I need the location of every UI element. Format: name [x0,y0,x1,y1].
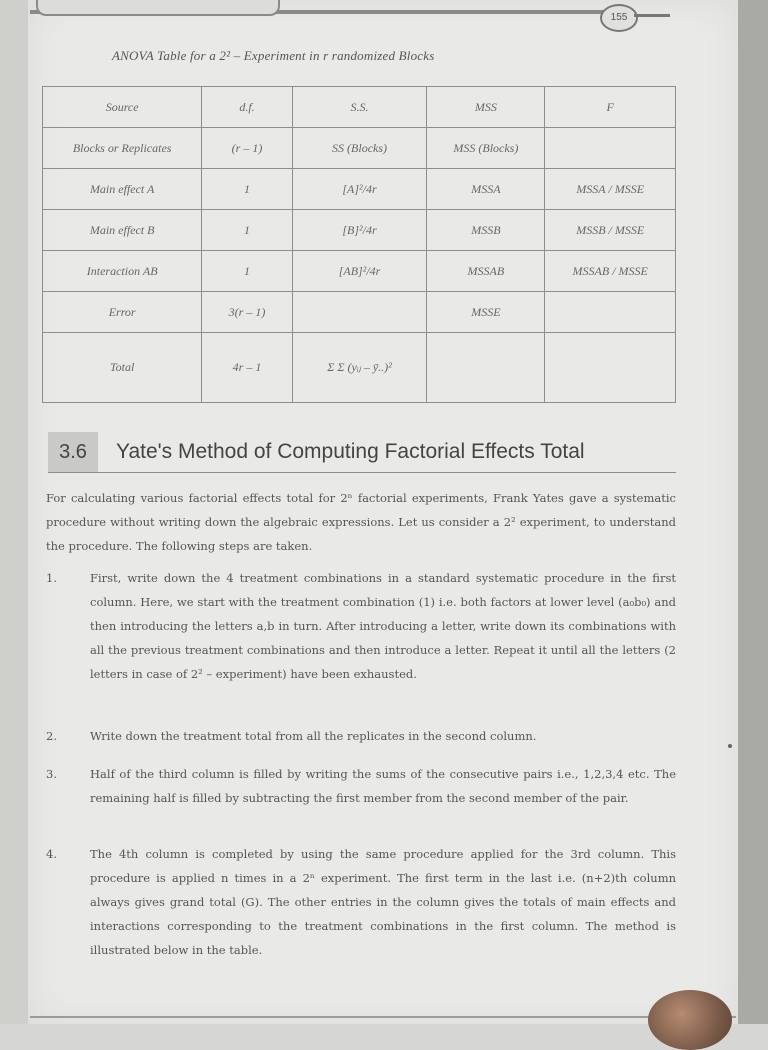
step-text: The 4th column is completed by using the same procedure applied for the 3rd column. This procedure is applied n times in a 2ⁿ experiment. The first term in the last i.e. (n+2)th column always gives grand total (G). The other entries in the column gives the totals of main effects and interactions corresponding to the treatment combinations in the first column. The method is illustrated below in the table. [90,847,676,957]
cell-ss: [A]²/4r [292,169,427,210]
cell-f [545,333,676,403]
cell-mss: MSSB [427,210,545,251]
cell-ss: [AB]²/4r [292,251,427,292]
cell-df: 1 [202,251,292,292]
cell-mss: MSSA [427,169,545,210]
header-source: Source [43,87,202,128]
cell-df: 4r – 1 [202,333,292,403]
cell-df: (r – 1) [202,128,292,169]
cell-ss: SS (Blocks) [292,128,427,169]
cell-source: Error [43,292,202,333]
header-df: d.f. [202,87,292,128]
header-tab [36,0,280,16]
table-caption: ANOVA Table for a 2² – Experiment in r randomized Blocks [112,48,435,63]
cell-ss [292,292,427,333]
page-speck [728,744,732,748]
section-title: Yate's Method of Computing Factorial Effects Total [116,440,585,463]
section-number: 3.6 [48,432,98,472]
cell-ss: Σ Σ (yᵢⱼ – ȳ..)² [292,333,427,403]
cell-df: 1 [202,169,292,210]
step-text: First, write down the 4 treatment combinations in a standard systematic procedure in the first column. Here, we start with the treatment combination (1) i.e. both factors at lower level (a₀b₀) and then introducing the letters a,b in turn. After introducing a letter, write down its combinations with all the previous treatment combinations and then introduce a letter. Repeat it until all the letters (2 letters in case of 2² – experiment) have been exhausted. [90,571,676,681]
table-row [43,128,676,169]
header-ss: S.S. [292,87,427,128]
table-header-row [43,87,676,128]
step-number: 1. [46,571,57,585]
table-row [43,333,676,403]
cell-f: MSSAB / MSSE [545,251,676,292]
table-row [43,292,676,333]
table-row [43,169,676,210]
page-bottom-edge [30,1016,736,1018]
page-number-rule [634,14,670,17]
step-number: 4. [46,847,57,861]
anova-table [42,86,676,403]
page-left-margin [0,0,28,1024]
cell-mss: MSSAB [427,251,545,292]
cell-source: Blocks or Replicates [43,128,202,169]
cell-source: Main effect A [43,169,202,210]
cell-f [545,292,676,333]
cell-f: MSSB / MSSE [545,210,676,251]
header-f: F [545,87,676,128]
cell-df: 3(r – 1) [202,292,292,333]
cell-df: 1 [202,210,292,251]
cell-f [545,128,676,169]
cell-source: Total [43,333,202,403]
step-text: Half of the third column is filled by writing the sums of the consecutive pairs i.e., 1,2,3,4 etc. The remaining half is filled by subtracting the first member from the second member of the pair. [90,767,676,805]
section-heading [48,432,676,473]
intro-paragraph: For calculating various factorial effects total for 2ⁿ factorial experiments, Frank Yates gave a systematic procedure without writing down the algebraic expressions. Let us consider a 2² experiment, to understand the procedure. The following steps are taken. [46,491,676,553]
header-mss: MSS [427,87,545,128]
cell-mss: MSS (Blocks) [427,128,545,169]
cell-f: MSSA / MSSE [545,169,676,210]
table-row [43,251,676,292]
page-number: 155 [600,4,638,32]
cell-source: Interaction AB [43,251,202,292]
cell-source: Main effect B [43,210,202,251]
cell-ss: [B]²/4r [292,210,427,251]
cell-mss: MSSE [427,292,545,333]
table-row [43,210,676,251]
step-number: 2. [46,729,57,743]
thumb-image [648,990,732,1050]
page-right-shadow [738,0,768,1024]
cell-mss [427,333,545,403]
step-text: Write down the treatment total from all the replicates in the second column. [90,729,537,743]
step-number: 3. [46,767,57,781]
